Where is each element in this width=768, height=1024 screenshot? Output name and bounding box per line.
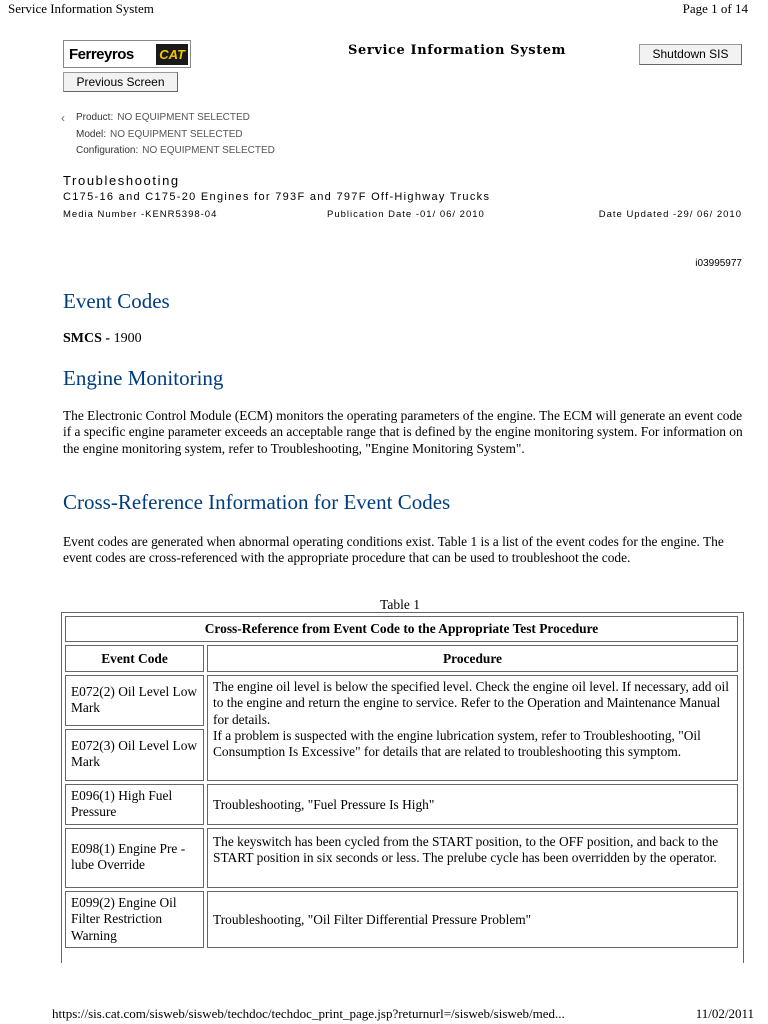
product-label: Product: xyxy=(76,112,114,123)
document-id: i03995977 xyxy=(695,258,742,269)
cross-reference-paragraph: Event codes are generated when abnormal operating conditions exist. Table 1 is a list of the event codes for the engine. The event codes are cross-referenced with the appropriate procedure that can be used to troubleshoot the code. xyxy=(63,534,724,566)
column-header-procedure: Procedure xyxy=(207,645,738,672)
page-number: Page 1 of 14 xyxy=(682,1,748,16)
engine-monitoring-paragraph: The Electronic Control Module (ECM) monitors the operating parameters of the engine. The ECM will generate an event code if a specific engine parameter exceeds an acceptable range that is defined by the engine monitoring system. For information on the engine monitoring system, refer to Troubleshooting, "Engine Monitoring System". xyxy=(63,408,743,456)
document-subtitle: C175-16 and C175-20 Engines for 793F and 797F Off-Highway Trucks xyxy=(63,191,491,203)
app-title: Service Information System xyxy=(348,43,567,58)
shared-procedure-cell xyxy=(207,675,738,781)
table-row: E098(1) Engine Pre -lube Override xyxy=(65,828,204,888)
configuration-row xyxy=(64,143,275,160)
cat-badge: CAT xyxy=(156,44,188,65)
procedure-cell: The keyswitch has been cycled from the START position, to the OFF position, and back to the START position in six seconds or less. The prelube cycle has been overridden by the operator. xyxy=(207,828,738,888)
print-date: 11/02/2011 xyxy=(695,1006,754,1021)
smcs-label: SMCS - xyxy=(63,331,111,346)
print-header-title: Service Information System xyxy=(8,1,154,16)
engine-monitoring-heading: Engine Monitoring xyxy=(63,366,224,390)
equipment-info xyxy=(61,110,275,160)
configuration-value: NO EQUIPMENT SELECTED xyxy=(142,145,275,156)
procedure-text: The engine oil level is below the specified level. Check the engine oil level. If necessary, add oil to the engine and return the engine to service. Refer to the Operation and Maintenance Manual for details. xyxy=(213,679,729,727)
procedure-text: If a problem is suspected with the engine lubrication system, refer to Troubleshooting, "Oil Consumption Is Excessive" for details that are related to troubleshooting this symptom. xyxy=(213,727,701,760)
cross-reference-heading: Cross-Reference Information for Event Codes xyxy=(63,490,451,514)
date-updated: Date Updated -29/ 06/ 2010 xyxy=(598,209,742,220)
table-row: E099(2) Engine Oil Filter Restriction Warning xyxy=(65,891,204,948)
table-title: Cross-Reference from Event Code to the Appropriate Test Procedure xyxy=(65,616,738,642)
shutdown-sis-button[interactable]: Shutdown SIS xyxy=(639,44,742,65)
table-row: E072(3) Oil Level Low Mark xyxy=(65,729,204,781)
event-code-table xyxy=(61,612,744,963)
print-header xyxy=(0,0,768,22)
chevron-left-icon[interactable]: ‹ xyxy=(61,111,65,125)
logo-text: Ferreyros xyxy=(69,45,134,63)
model-row xyxy=(64,127,275,144)
product-value: NO EQUIPMENT SELECTED xyxy=(117,112,250,123)
media-number: Media Number -KENR5398-04 xyxy=(63,209,218,220)
table-row: E072(2) Oil Level Low Mark xyxy=(65,675,204,726)
smcs-value: 1900 xyxy=(110,331,142,346)
model-value: NO EQUIPMENT SELECTED xyxy=(110,128,243,140)
procedure-cell: Troubleshooting, "Oil Filter Differential Pressure Problem" xyxy=(207,891,738,948)
previous-screen-button[interactable]: Previous Screen xyxy=(63,72,178,92)
procedure-cell: Troubleshooting, "Fuel Pressure Is High" xyxy=(207,784,738,825)
product-row xyxy=(61,110,275,127)
column-header-event-code: Event Code xyxy=(65,645,204,672)
event-codes-heading: Event Codes xyxy=(63,289,170,313)
smcs-code xyxy=(63,331,142,347)
table-caption: Table 1 xyxy=(380,597,420,612)
document-title: Troubleshooting xyxy=(63,173,180,188)
publication-date: Publication Date -01/ 06/ 2010 xyxy=(327,209,485,220)
table-row: E096(1) High Fuel Pressure xyxy=(65,784,204,825)
configuration-label: Configuration: xyxy=(76,145,139,156)
model-label: Model: xyxy=(76,128,107,140)
ferreyros-cat-logo xyxy=(63,40,191,68)
page-url: https://sis.cat.com/sisweb/sisweb/techdoc/techdoc_print_page.jsp?returnurl=/sisweb/sisweb/med... xyxy=(52,1006,565,1021)
